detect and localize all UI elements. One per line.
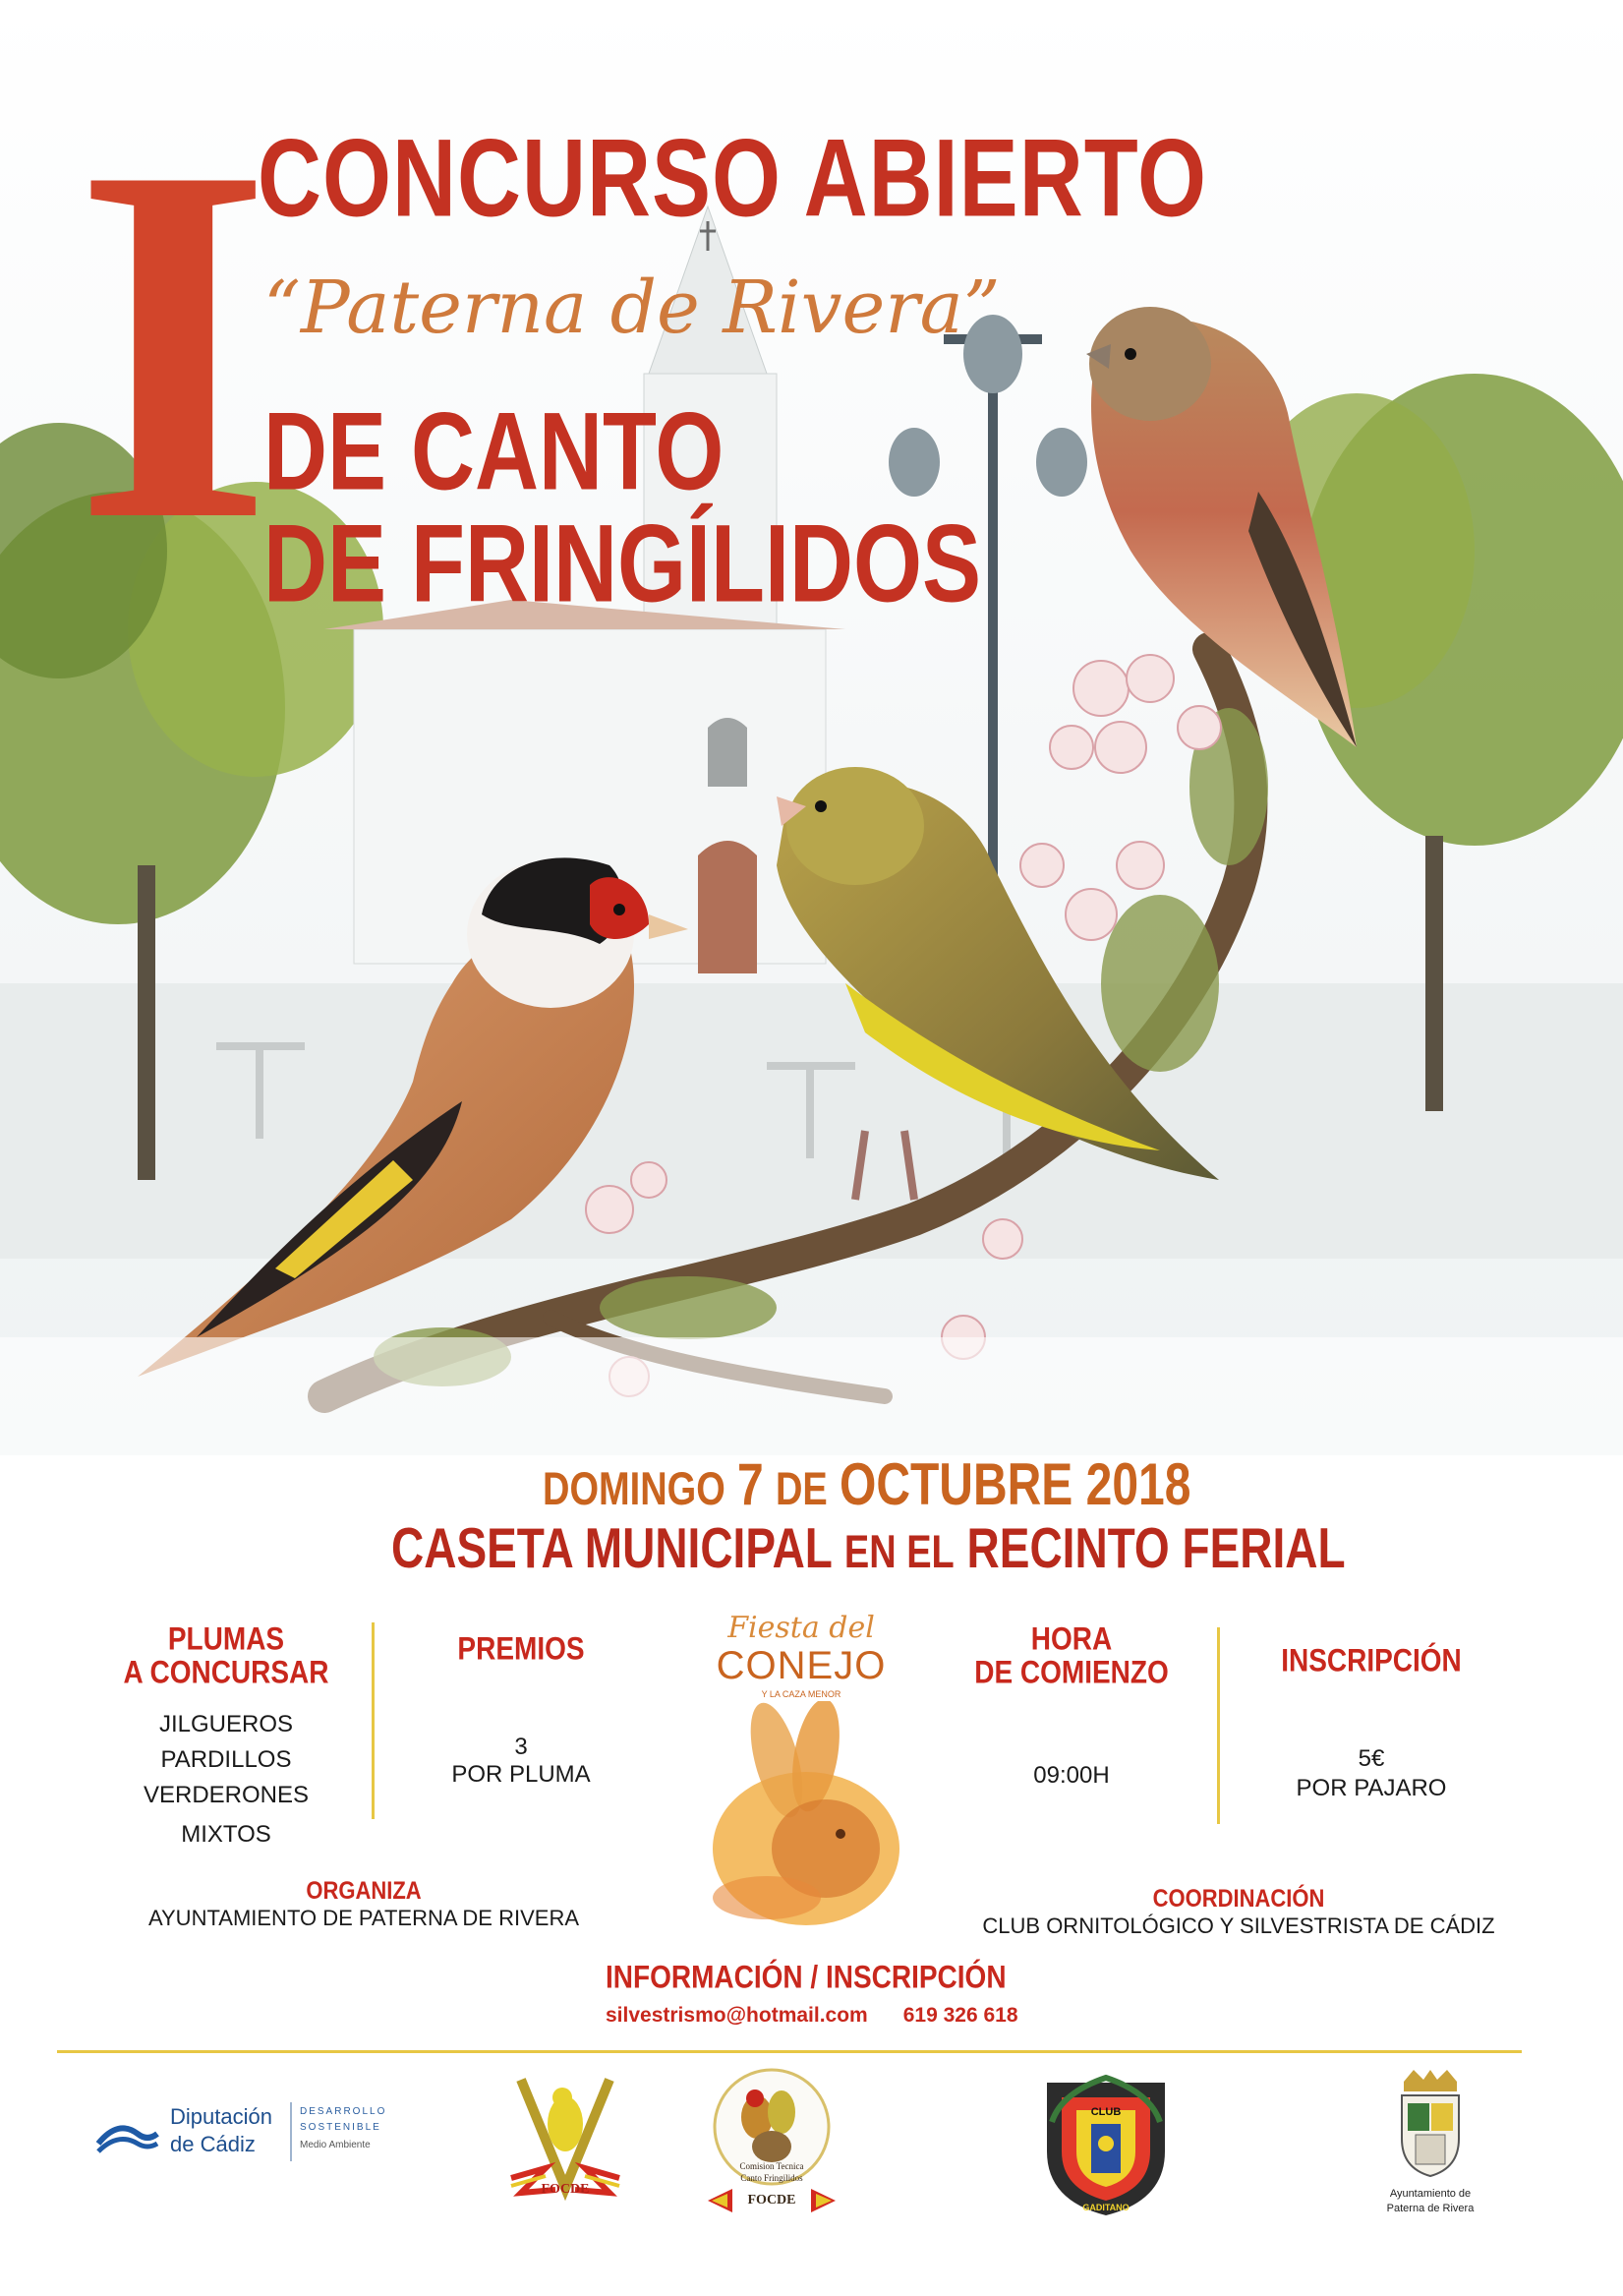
title-line-3: DE FRINGÍLIDOS [263, 502, 982, 626]
divider [290, 2102, 292, 2161]
footer-divider [57, 2050, 1522, 2053]
contacto-phone: 619 326 618 [902, 2004, 1018, 2027]
desarrollo-text-2: SOSTENIBLE [300, 2122, 381, 2133]
fiesta-logo-line2: CONEJO [716, 1644, 887, 1687]
plumas-item: MIXTOS [181, 1821, 271, 1848]
plumas-section [98, 1622, 354, 1853]
title-line-1: CONCURSO ABIERTO [258, 117, 1208, 241]
focde-comision-logo [698, 2063, 845, 2220]
roman-numeral: I [74, 61, 263, 626]
event-date [543, 1451, 1190, 1519]
location-connector: EN EL [843, 1526, 955, 1578]
date-month-year: OCTUBRE 2018 [839, 1452, 1191, 1518]
hora-value: 09:00H [1033, 1762, 1110, 1789]
hora-heading-1: HORA [1030, 1620, 1113, 1657]
date-weekday: DOMINGO [543, 1463, 725, 1515]
ayuntamiento-logo [1357, 2070, 1504, 2237]
organiza-heading: ORGANIZA [306, 1876, 422, 1905]
date-day: 7 [737, 1452, 764, 1518]
divider [1217, 1627, 1220, 1824]
club-gaditano-logo [1032, 2063, 1180, 2220]
hora-heading-2: DE COMIENZO [974, 1654, 1169, 1690]
date-connector: DE [775, 1463, 828, 1515]
divider [372, 1622, 375, 1819]
plumas-item: JILGUEROS [158, 1711, 294, 1737]
organiza-value: AYUNTAMIENTO DE PATERNA DE RIVERA [147, 1906, 580, 1930]
premios-section [403, 1632, 639, 1790]
flag-ribbon-icon [698, 2181, 845, 2220]
fiesta-conejo-logo [678, 1611, 924, 1925]
coordinacion-heading: COORDINACIÓN [1152, 1884, 1325, 1913]
plumas-item: PARDILLOS [160, 1746, 292, 1773]
contacto-section [551, 1961, 1081, 2028]
focde-logo [492, 2070, 639, 2208]
diputacion-logo [93, 2102, 418, 2161]
title-line-2: DE CANTO [263, 390, 725, 514]
coordinacion-section [934, 1886, 1543, 1941]
organiza-section [138, 1878, 590, 1933]
plumas-item: VERDERONES [143, 1782, 310, 1808]
desarrollo-text-1: DESARROLLO [300, 2106, 387, 2117]
plumas-heading-2: A CONCURSAR [123, 1654, 329, 1690]
club-badge-bottom: GADITANO [1082, 2203, 1130, 2212]
focde2-mid: Canto Fringilidos [740, 2173, 803, 2183]
coordinacion-value: CLUB ORNITOLÓGICO Y SILVESTRISTA DE CÁDIZ [982, 1913, 1495, 1938]
diputacion-text-2: de Cádiz [170, 2132, 256, 2156]
inscripcion-section [1248, 1644, 1494, 1805]
inscripcion-price: 5€ [1358, 1745, 1385, 1772]
plumas-heading-1: PLUMAS [167, 1620, 285, 1657]
club-badge-text: CLUB [1090, 2106, 1122, 2118]
location-venue: CASETA MUNICIPAL [391, 1515, 833, 1580]
contacto-email[interactable]: silvestrismo@hotmail.com [606, 2004, 868, 2027]
diputacion-icon [93, 2114, 162, 2153]
bird-group-icon [698, 2063, 845, 2191]
ayuntamiento-text-1: Ayuntamiento de [1389, 2188, 1472, 2200]
event-location [391, 1514, 1346, 1581]
location-site: RECINTO FERIAL [966, 1515, 1346, 1580]
fiesta-logo-line3: Y LA CAZA MENOR [761, 1689, 841, 1699]
premios-unit: POR PLUMA [451, 1761, 591, 1788]
inscripcion-unit: POR PAJARO [1296, 1775, 1447, 1801]
inscripcion-heading: INSCRIPCIÓN [1281, 1642, 1462, 1678]
focde2-top: Comision Tecnica [739, 2161, 804, 2171]
fiesta-logo-line1: Fiesta del [727, 1611, 875, 1645]
focde-label: FOCDE [541, 2182, 590, 2197]
title-script: “Paterna de Rivera” [263, 265, 1001, 350]
premios-heading: PREMIOS [457, 1630, 585, 1667]
hora-section [963, 1622, 1180, 1794]
contacto-heading: INFORMACIÓN / INSCRIPCIÓN [606, 1959, 1007, 1995]
shield-icon [1032, 2063, 1180, 2220]
ayuntamiento-text-2: Paterna de Rivera [1386, 2203, 1475, 2214]
rabbit-icon [688, 1701, 914, 1927]
desarrollo-text-3: Medio Ambiente [300, 2140, 371, 2150]
coat-of-arms-icon [1394, 2070, 1467, 2178]
focde2-label: FOCDE [747, 2193, 796, 2208]
premios-value: 3 [514, 1734, 528, 1760]
diputacion-text-1: Diputación [170, 2104, 272, 2129]
